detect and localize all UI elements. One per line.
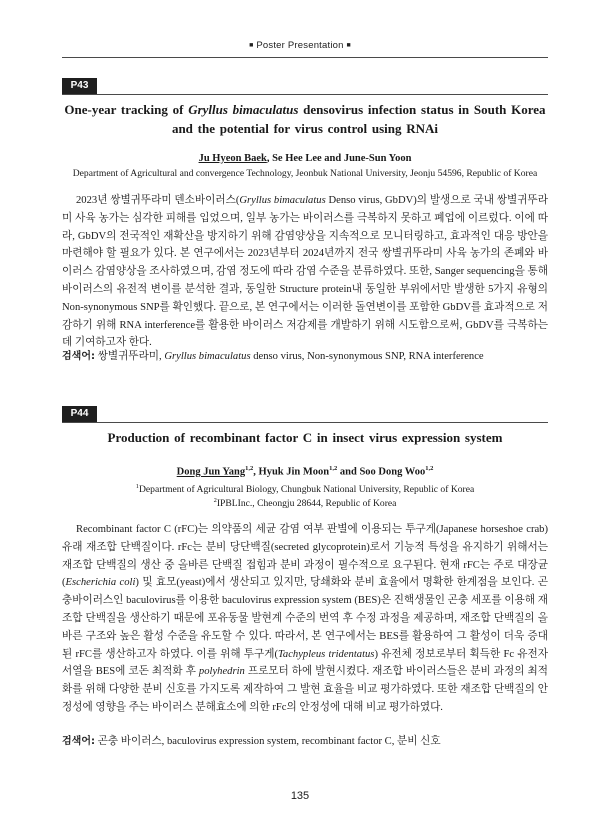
header-rule [62,57,548,58]
p44-abstract: Recombinant factor C (rFC)는 의약품의 세균 감염 여부 판별에 이용되는 투구게(Japanese horseshoe crab) 유래 재조합 단백질이다. rFc는 분비 당단백질(secreted glycoprotein)로서 기능적 특성을 유지하기 위해서는 재조합 단백질의 생산 중 올바른 단백질 접힘과 분비 과정이 필수적으로 요구된다. 현재 rFC는 주로 대장균(Escherichia coli) 및 효모(yeast)에서 생산되고 있지만, 당쇄화와 분비 효율에서 명확한 한계점을 보인다. 곤충바이러스인 baculovirus를 이용한 baculovirus expression system (BES)은 진핵생물인 곤충 세포를 이용해 재조합 단백질을 생산하기 때문에 포유동물 발현계 수준의 번역 후 수정 과정을 제공하며, 재조합 단백질의 올바른 구조와 높은 활성 수준을 유도할 수 있다. 따라서, 본 연구에서는 BES를 활용하여 그 활성이 더욱 증대된 rFC를 생산하고자 하였다. 이를 위해 투구게(Tachypleus tridentatus) 유전체 정보로부터 획득한 Fc 유전자 서열을 BES에 코돈 최적화 후 polyhedrin 프로모터 하에 발현시켰다. 재조합 바이러스들은 분비 과정의 최적화를 위해 다양한 분비 신호를 가지도록 제작하여 그 발현 효율을 비교 평가하였다. 또한 재조합 단백질의 안정성에 영향을 주는 바이러스 분해효소에 의한 rFc의 안정성에 대해 비교 평가하였다. [62,524,548,713]
p44-title: Production of recombinant factor C in insect virus expression system [107,430,503,445]
p44-authors: Dong Jun Yang$^{1,2}$, Hyuk Jin Moon$^{1,2}$ and Soo Dong Woo$^{1,2}$ [176,465,434,478]
p43-affiliation: Department of Agricultural and convergence Technology, Jeonbuk National University, Jeonju 54596, Republic of Korea [72,168,538,179]
poster-tag-p44: P44 [62,406,97,422]
p43-authors: Ju Hyeon Baek, Se Hee Lee and June-Sun Yoon [198,153,412,164]
presenting-author: Dong Jun Yang [176,466,246,478]
poster-tag-p43: P43 [62,78,97,94]
p44-affiliation-2: $^2$IPBLInc., Cheongju 28644, Republic of Korea [213,497,397,510]
running-header [0,40,600,51]
section-rule-p43 [62,94,548,95]
square-bullet-icon: ■ [346,42,351,49]
p44-keywords: 검색어: 곤충 바이러스, baculovirus expression system, recombinant factor C, 분비 신호 [62,736,441,747]
p43-abstract: 2023년 쌍별귀뚜라미 덴소바이러스(Gryllus bimaculatus Denso virus, GbDV)의 발생으로 국내 쌍별귀뚜라미 사육 농가는 심각한 피해를 입었으며, 일부 농가는 바이러스를 극복하지 못하고 폐업에 이르렀다. 이에 따라, GbDV의 전국적인 재확산을 방지하기 위해 감염양상을 지속적으로 모니터링하고, 효과적인 대응 방안을 마련해야 할 필요가 있다. 본 연구에서는 2023년부터 2024년까지 전국 쌍별귀뚜라미 사육 농가의 존폐와 바이러스 감염양상을 조사하였으며, 감염 정도에 따라 감염 수준을 분류하였다. 또한, Sanger sequencing을 통해 바이러스의 유전적 변이를 분석한 결과, 동일한 Structure protein내 동일한 부위에서만 발생한 5가지 유형의 Non-synonymous SNP를 확인했다. 끝으로, 본 연구에서는 이러한 돌연변이를 포함한 GbDV를 효과적으로 저감하기 위해 RNA interference를 활용한 바이러스 저감제를 개발하기 위해 시도함으로써, GbDV를 극복하는 데 기여하고자 한다. [62,195,548,349]
running-header-label: Poster Presentation [256,40,344,51]
presenting-author: Ju Hyeon Baek [198,153,267,164]
section-rule-p44 [62,422,548,423]
page-number: 135 [290,790,310,802]
p44-affiliation-1: $^1$Department of Agricultural Biology, Chungbuk National University, Republic of Korea [135,483,475,496]
p43-keywords: 검색어: 쌍별귀뚜라미, Gryllus bimaculatus denso virus, Non-synonymous SNP, RNA interference [62,351,484,362]
p43-title: One-year tracking of Gryllus bimaculatus densovirus infection status in South Korea and the potential for virus control using RNAi [64,102,546,136]
square-bullet-icon: ■ [249,42,254,49]
